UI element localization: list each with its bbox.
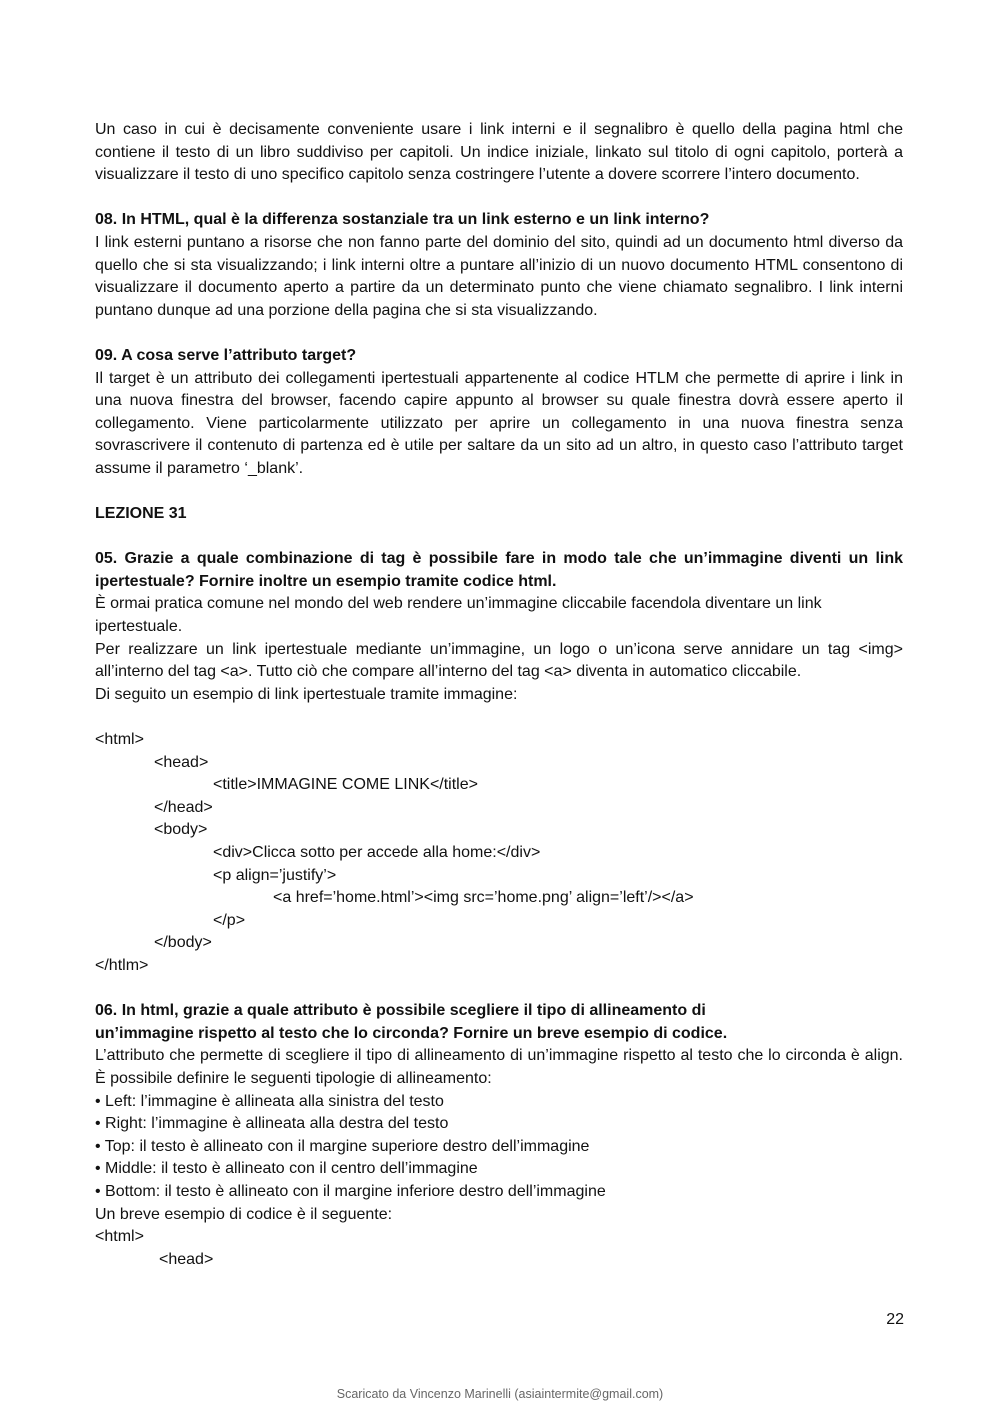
code-line: <title>IMMAGINE COME LINK</title> [213, 776, 478, 794]
bullet-item: • Left: l’immagine è allineata alla sinistra del testo [95, 1092, 444, 1110]
answer-08: I link esterni puntano a risorse che non fanno parte del dominio del sito, quindi ad un documento html diverso da quello che si sta visualizzando; i link interni oltre a puntare all’inizio di un nuovo documento HTML consentono di visualizzare il documento aperto a partire da un determinato punto che viene chiamato segnalibro. I link interni puntano dunque ad una porzione della pagina che si sta visualizzando. [95, 233, 903, 319]
code-line: <body> [154, 821, 208, 839]
question-08: 08. In HTML, qual è la differenza sostanziale tra un link esterno e un link interno? [95, 211, 710, 229]
page-number: 22 [886, 1311, 904, 1328]
answer-09: Il target è un attributo dei collegamenti ipertestuali appartenente al codice HTLM che permette di aprire i link in una nuova finestra del browser, facendo capire appunto al browser su quale finestra dovrà essere aperto il collegamento. Viene particolarmente utilizzato per aprire un collegamento in una nuova finestra senza sovrascrivere il contenuto di partenza ed è utile per saltare da un sito ad un altro, in questo caso l’attributo target assume il parametro ‘_blank’. [95, 369, 903, 477]
question-09: 09. A cosa serve l’attributo target? [95, 346, 357, 364]
answer-05-p2: Per realizzare un link ipertestuale mediante un’immagine, un logo o un’icona serve annidare un tag <img> all’interno del tag <a>. Tutto ciò che compare all’interno del tag <a> diventa in automatico cliccabile. [95, 640, 903, 681]
document-body [95, 119, 903, 1271]
bullet-item: • Top: il testo è allineato con il margine superiore destro dell’immagine [95, 1137, 590, 1155]
intro-paragraph: Un caso in cui è decisamente conveniente usare i link interni e il segnalibro è quello della pagina html che contiene il testo di un libro suddiviso per capitoli. Un indice iniziale, linkato sul titolo di ogni capitolo, porterà a visualizzare il testo di uno specifico capitolo senza costringere l’utente a dovere scorrere l’intero documento. [95, 121, 903, 184]
spacer [95, 978, 903, 1001]
code-line: <html> [95, 731, 144, 749]
spacer [95, 481, 903, 504]
spacer [95, 322, 903, 345]
bullet-item: • Middle: il testo è allineato con il centro dell’immagine [95, 1160, 478, 1178]
spacer [95, 187, 903, 210]
code-line: </htlm> [95, 956, 149, 974]
code-example-06 [95, 1226, 903, 1271]
code-line: <div>Clicca sotto per accede alla home:</div> [213, 844, 541, 861]
bullet-item: • Right: l’immagine è allineata alla destra del testo [95, 1115, 449, 1133]
code-line: <head> [154, 753, 209, 771]
answer-06-p2: Un breve esempio di codice è il seguente: [95, 1205, 393, 1223]
spacer [95, 526, 903, 549]
code-line: </body> [154, 934, 212, 952]
answer-06-p1: L’attributo che permette di scegliere il tipo di allineamento di un’immagine rispetto al testo che lo circonda è align. È possibile definire le seguenti tipologie di allineamento: [95, 1047, 903, 1087]
code-example-05 [95, 729, 903, 978]
question-05: 05. Grazie a quale combinazione di tag è possibile fare in modo tale che un’immagine diventi un link ipertestuale? Fornire inoltre un esempio tramite codice html. [95, 550, 903, 590]
code-line: <p align=’justify’> [213, 866, 337, 884]
answer-05-p3: Di seguito un esempio di link ipertestuale tramite immagine: [95, 685, 518, 703]
code-line: <head> [159, 1250, 214, 1268]
code-line: <a href=’home.html’><img src=’home.png’ align=’left’/></a> [273, 889, 694, 907]
download-footer: Scaricato da Vincenzo Marinelli (asiaintermite@gmail.com) [336, 1387, 664, 1401]
code-line: </p> [213, 911, 246, 929]
question-06-line2: un’immagine rispetto al testo che lo circonda? Fornire un breve esempio di codice. [95, 1024, 728, 1042]
code-line: <html> [95, 1228, 144, 1246]
spacer [95, 706, 903, 729]
answer-05-p1: È ormai pratica comune nel mondo del web rendere un’immagine cliccabile facendola diventare un link ipertestuale. [95, 595, 822, 636]
lesson-heading: LEZIONE 31 [95, 505, 187, 523]
bullet-item: • Bottom: il testo è allineato con il margine inferiore destro dell’immagine [95, 1182, 606, 1200]
question-06-line1: 06. In html, grazie a quale attributo è possibile scegliere il tipo di allineamento di [95, 1002, 706, 1020]
code-line: </head> [154, 798, 213, 816]
